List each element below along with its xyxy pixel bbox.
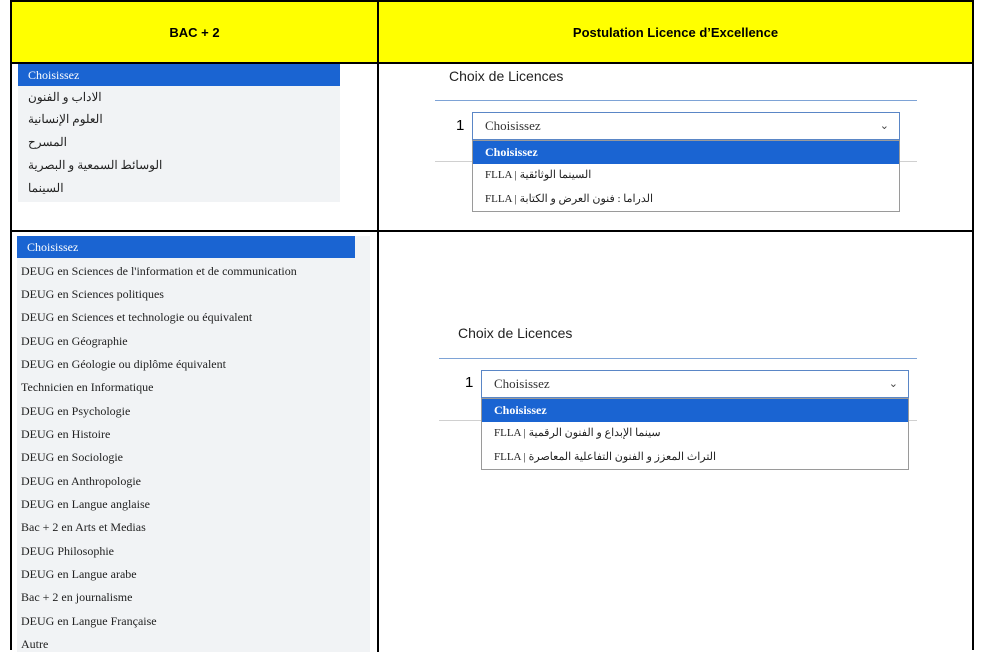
list-item[interactable]: Bac + 2 en Arts et Medias xyxy=(21,520,146,534)
list-item[interactable]: DEUG en Géologie ou diplôme équivalent xyxy=(21,357,226,371)
header-postulation xyxy=(379,2,972,62)
list-item[interactable]: Bac + 2 en journalisme xyxy=(21,590,133,604)
licence-dropdown-top[interactable] xyxy=(472,140,900,212)
list-item[interactable]: المسرح xyxy=(28,135,67,149)
dropdown-option[interactable]: FLLA | سينما الإبداع و الفنون الرقمية xyxy=(494,427,661,439)
choix-title-top: Choix de Licences xyxy=(449,68,564,84)
comparison-table xyxy=(10,0,974,650)
list-item[interactable]: Choisissez xyxy=(17,236,355,258)
list-item[interactable]: DEUG en Sciences et technologie ou équivalent xyxy=(21,310,253,324)
header-bac2 xyxy=(12,2,377,62)
list-item[interactable]: Technicien en Informatique xyxy=(21,380,154,394)
list-item[interactable]: Autre xyxy=(21,637,49,651)
header-postulation-label: Postulation Licence d’Excellence xyxy=(572,24,779,40)
list-item[interactable]: DEUG en Sciences politiques xyxy=(21,287,164,301)
licence-select-top[interactable] xyxy=(472,112,900,140)
select-value: Choisissez xyxy=(485,118,541,133)
choice-number: 1 xyxy=(456,117,465,134)
bac2-listbox-deug[interactable] xyxy=(17,236,370,652)
list-item[interactable]: العلوم الإنسانية xyxy=(28,112,103,126)
licence-dropdown-bottom[interactable] xyxy=(481,398,909,470)
list-item[interactable]: السينما xyxy=(28,181,64,195)
section-rule xyxy=(435,100,917,101)
list-item[interactable]: DEUG en Psychologie xyxy=(21,404,131,418)
choice-number: 1 xyxy=(465,374,474,391)
dropdown-option[interactable]: FLLA | الدراما : فنون العرض و الكتابة xyxy=(485,193,654,205)
list-item[interactable]: DEUG en Sociologie xyxy=(21,450,123,464)
list-item[interactable]: DEUG en Anthropologie xyxy=(21,474,141,488)
list-item[interactable]: الاداب و الفنون xyxy=(28,90,102,104)
list-item[interactable]: DEUG en Géographie xyxy=(21,334,128,348)
select-value: Choisissez xyxy=(494,376,550,391)
list-item[interactable]: DEUG en Langue Française xyxy=(21,614,157,628)
chevron-down-icon: ⌄ xyxy=(879,119,889,132)
bac2-listbox-arabic[interactable] xyxy=(18,64,340,202)
header-bac2-label: BAC + 2 xyxy=(169,24,220,40)
list-item[interactable]: الوسائط السمعية و البصرية xyxy=(28,158,163,172)
dropdown-option[interactable]: FLLA | السينما الوثائقية xyxy=(485,169,592,181)
list-item[interactable]: DEUG en Langue anglaise xyxy=(21,497,150,511)
list-item[interactable]: Choisissez xyxy=(18,64,340,86)
column-divider xyxy=(377,2,379,652)
list-item[interactable]: DEUG en Sciences de l'information et de communication xyxy=(21,264,297,278)
row-divider xyxy=(12,230,972,232)
dropdown-option[interactable]: Choisissez xyxy=(482,399,908,422)
choix-title-bottom: Choix de Licences xyxy=(458,325,573,341)
list-item[interactable]: DEUG en Langue arabe xyxy=(21,567,137,581)
licence-select-bottom[interactable] xyxy=(481,370,909,398)
dropdown-option[interactable]: Choisissez xyxy=(473,141,899,164)
list-item[interactable]: DEUG Philosophie xyxy=(21,544,114,558)
section-rule xyxy=(439,358,917,359)
list-item[interactable]: DEUG en Histoire xyxy=(21,427,111,441)
chevron-down-icon: ⌄ xyxy=(888,377,898,390)
dropdown-option[interactable]: FLLA | التراث المعزز و الفنون التفاعلية المعاصرة xyxy=(494,451,717,463)
